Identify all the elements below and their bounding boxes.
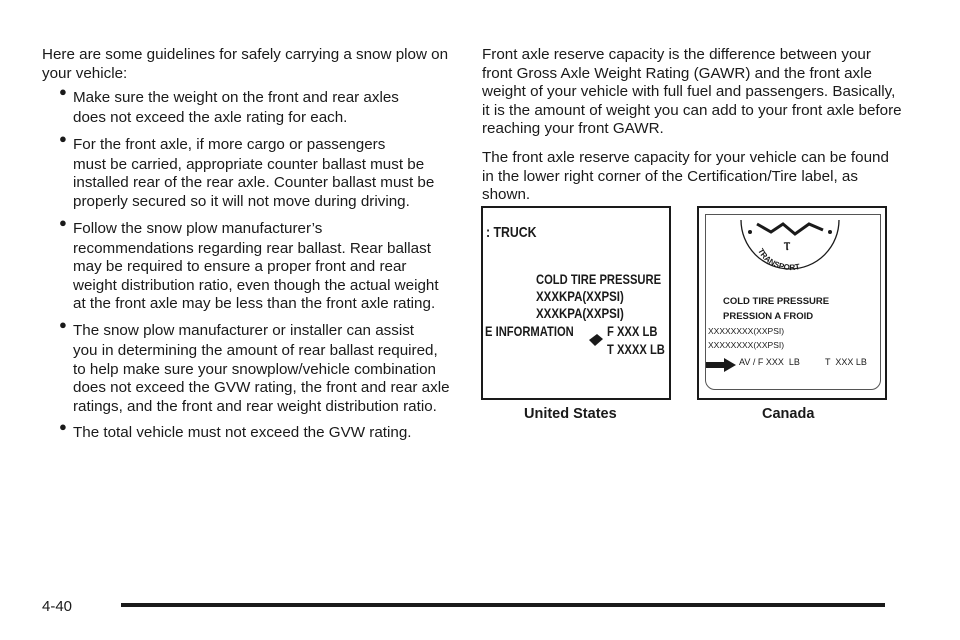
list-item [42, 420, 452, 444]
label-location-paragraph: The front axle reserve capacity for your vehicle can be found in the lower right corner of the Certification/Tire label, as shown. [482, 148, 889, 204]
left-column [42, 46, 452, 444]
us-tire-label-image [481, 206, 671, 400]
list-item [42, 216, 452, 314]
footer-rule [121, 603, 885, 607]
list-item [42, 85, 452, 128]
list-item-text: recommendations regarding rear ballast. Rear ballast may be required to ensure a proper front and rear weight distribution ratio, even though the actual weight at the front axle may be less than the front axle rating. [73, 239, 439, 313]
us-label-front-weight: F XXX LB [607, 323, 658, 339]
list-item-lead: The snow plow manufacturer or installer can assist [73, 321, 415, 339]
intro-paragraph: Here are some guidelines for safely carrying a snow plow on your vehicle: [42, 46, 449, 82]
bullet-icon: ● [59, 84, 67, 100]
arrow-icon [589, 333, 603, 347]
list-item-lead: The total vehicle must not exceed the GVW rating. [73, 424, 412, 442]
us-label-cold-pressure: COLD TIRE PRESSURE [536, 271, 662, 287]
bullet-icon: ● [59, 419, 67, 435]
bullet-icon: ● [59, 316, 67, 332]
us-label-pressure-2: XXXKPA(XXPSI) [536, 305, 624, 321]
us-label-rear-weight: T XXXX LB [607, 341, 665, 357]
canada-label-pressure-2: XXXXXXXX(XXPSI) [708, 340, 785, 350]
us-label-truck: : TRUCK [486, 224, 537, 241]
canada-label-pression-froid: PRESSION A FROID [723, 311, 814, 322]
bullet-icon: ● [59, 130, 67, 146]
page-number: 4-40 [42, 598, 73, 615]
list-item-text: does not exceed the axle rating for each. [73, 109, 348, 127]
canada-tire-label-image [697, 206, 887, 400]
canada-label-cold-pressure: COLD TIRE PRESSURE [723, 296, 830, 307]
list-item-text: you in determining the amount of rear ballast required, to help make sure your snowplow/vehicle combination does not exceed the GVW rating, the front and rear axle ratings, and the front and rear weight distribution ratio. [73, 341, 450, 415]
guideline-list [42, 85, 452, 444]
list-item-lead: Follow the snow plow manufacturer’s [73, 219, 323, 237]
list-item [42, 318, 452, 416]
transport-seal-icon [735, 214, 845, 274]
list-item [42, 132, 452, 212]
bullet-icon: ● [59, 214, 67, 230]
us-label-information: E INFORMATION [485, 323, 574, 339]
canada-label-front-weight: AV / F XXX LB [739, 357, 800, 367]
us-label-caption: United States [524, 406, 617, 422]
list-item-lead: Make sure the weight on the front and rear axles [73, 89, 399, 107]
us-label-pressure-1: XXXKPA(XXPSI) [536, 288, 624, 304]
canada-label-pressure-1: XXXXXXXX(XXPSI) [708, 326, 785, 336]
canada-label-rear-weight: T XXX LB [825, 357, 867, 367]
reserve-capacity-paragraph: Front axle reserve capacity is the difference between your front Gross Axle Weight Rating (GAWR) and the front axle weight of your vehicle with full fuel and passengers. Basically, it is the amount of weight you can add to your front axle before reaching your front GAWR. [482, 46, 902, 138]
right-column [482, 46, 902, 205]
canada-label-caption: Canada [762, 406, 815, 422]
svg-text:TRANSPORT: TRANSPORT [755, 246, 801, 273]
list-item-text: must be carried, appropriate counter ballast must be installed rear of the rear axle. Counter ballast must be properly secured so it will not move during driving. [73, 155, 435, 210]
list-item-lead: For the front axle, if more cargo or passengers [73, 135, 386, 153]
svg-text:Ⲧ: Ⲧ [783, 241, 791, 253]
arrow-icon [706, 358, 736, 372]
